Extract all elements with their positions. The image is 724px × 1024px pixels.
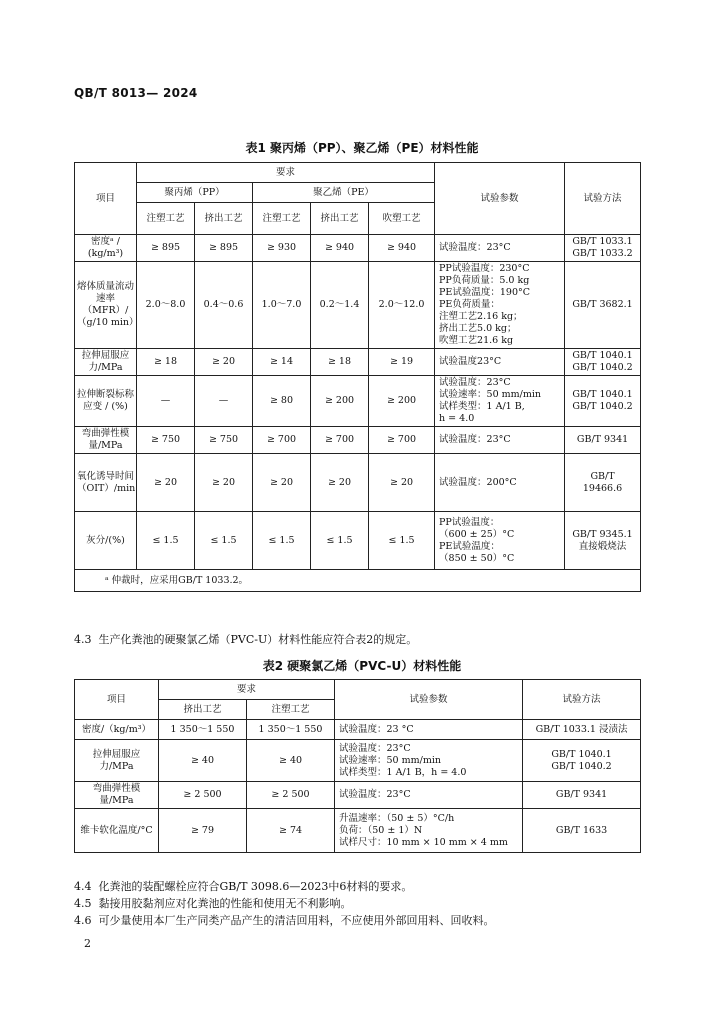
row-value: ≥ 20 [311, 454, 369, 512]
table-row [75, 512, 641, 570]
row-item: 弯曲弹性模量/MPa [75, 782, 159, 809]
t1-col-pe-extrusion: 挤出工艺 [311, 203, 369, 235]
row-test-method [565, 349, 641, 376]
row-test-params-line: PP试验温度：230°C [439, 263, 530, 274]
row-value: 1.0～7.0 [253, 262, 311, 349]
row-item: 灰分/(%) [75, 512, 137, 570]
row-item: 维卡软化温度/°C [75, 809, 159, 853]
clause-text: 黏接用胶黏剂应对化粪池的性能和使用无不利影响。 [98, 897, 352, 910]
row-value: ≥ 700 [253, 427, 311, 454]
row-test-method [565, 235, 641, 262]
row-test-params-line: 试验温度：23°C [339, 789, 411, 800]
row-test-method-line: GB/T 1040.2 [572, 401, 633, 412]
row-test-params [435, 427, 565, 454]
table-row [75, 740, 641, 782]
t2-col-extrusion: 挤出工艺 [159, 700, 247, 720]
row-value: 1 350～1 550 [247, 720, 335, 740]
row-test-params [335, 740, 523, 782]
clause-number: 4.6 [74, 914, 92, 927]
row-value: ≥ 20 [253, 454, 311, 512]
row-value: ≥ 14 [253, 349, 311, 376]
row-test-params [435, 235, 565, 262]
row-test-params [335, 782, 523, 809]
row-value: 1 350～1 550 [159, 720, 247, 740]
row-test-params-line: 负荷：（50 ± 1）N [339, 824, 423, 836]
row-value: ≥ 74 [247, 809, 335, 853]
table2-caption: 表2 硬聚氯乙烯（PVC-U）材料性能 [262, 659, 462, 673]
row-value: ≥ 20 [369, 454, 435, 512]
row-test-params-line: PP负荷质量：5.0 kg [439, 275, 530, 286]
row-value: 2.0～12.0 [369, 262, 435, 349]
row-value: ≥ 700 [369, 427, 435, 454]
row-item: 弯曲弹性模量/MPa [75, 427, 137, 454]
row-value: 0.4～0.6 [195, 262, 253, 349]
row-test-params-line: 试验温度：23°C [339, 742, 411, 754]
row-test-params [335, 720, 523, 740]
t1-col-pp-injection: 注塑工艺 [137, 203, 195, 235]
row-value: ≥ 2 500 [159, 782, 247, 809]
row-item: 密度ᵃ / (kg/m³) [75, 235, 137, 262]
row-test-params [435, 454, 565, 512]
row-item: 拉伸屈服应力/MPa [75, 740, 159, 782]
row-test-params-line: 试样尺寸：10 mm × 10 mm × 4 mm [339, 836, 508, 848]
t1-col-pp-extrusion: 挤出工艺 [195, 203, 253, 235]
row-test-method-line: GB/T 3682.1 [572, 299, 633, 310]
row-value: ≥ 40 [159, 740, 247, 782]
t1-head-test-params: 试验参数 [435, 163, 565, 235]
t1-head-requirement: 要求 [137, 163, 435, 183]
table1 [74, 162, 641, 592]
row-test-params [335, 809, 523, 853]
table-row [75, 376, 641, 427]
row-test-method-line: 直接煅烧法 [578, 540, 627, 552]
row-test-params-line: 升温速率：（50 ± 5）°C/h [339, 812, 455, 824]
row-value: ≥ 19 [369, 349, 435, 376]
row-value: ≥ 20 [195, 454, 253, 512]
para-num: 4.3 [74, 633, 92, 646]
row-value: ≥ 750 [137, 427, 195, 454]
row-test-params-line: 注塑工艺2.16 kg； [439, 311, 523, 322]
row-value: 2.0～8.0 [137, 262, 195, 349]
t1-footnote: ᵃ 仲裁时，应采用GB/T 1033.2。 [75, 570, 641, 592]
row-test-method-line: GB/T 1040.2 [572, 362, 633, 373]
row-value: 0.2～1.4 [311, 262, 369, 349]
row-test-method-line: GB/T 1633 [555, 824, 608, 836]
row-test-params-line: PE试验温度： [439, 540, 500, 552]
row-test-method [523, 809, 641, 853]
row-test-method [565, 512, 641, 570]
t1-head-pe: 聚乙烯（PE） [253, 183, 435, 203]
clause-4-5 [74, 895, 352, 911]
page-number: 2 [84, 937, 91, 950]
t1-head-pp: 聚丙烯（PP） [137, 183, 253, 203]
row-test-method [565, 454, 641, 512]
row-test-params-line: （600 ± 25）°C [439, 528, 515, 540]
clause-4-4 [74, 878, 412, 894]
row-test-params-line: h = 4.0 [439, 413, 475, 424]
t2-head-test-params: 试验参数 [335, 680, 523, 720]
row-value: ≥ 40 [247, 740, 335, 782]
row-test-params-line: （850 ± 50）°C [439, 552, 515, 564]
table-row [75, 782, 641, 809]
row-value: ≥ 80 [253, 376, 311, 427]
row-value: — [195, 376, 253, 427]
row-test-params-line: PE试验温度：190°C [439, 287, 531, 298]
row-test-method-line: GB/T 1040.2 [551, 760, 612, 772]
row-test-params [435, 349, 565, 376]
row-item: 密度/（kg/m³） [75, 720, 159, 740]
table-row [75, 262, 641, 349]
row-value: ≥ 20 [195, 349, 253, 376]
row-test-params-line: 试验速率：50 mm/min [439, 389, 542, 400]
t1-col-pe-injection: 注塑工艺 [253, 203, 311, 235]
table-row [75, 809, 641, 853]
t2-head-item: 项目 [75, 680, 159, 720]
row-test-method [523, 740, 641, 782]
clause-text: 化粪池的装配螺栓应符合GB/T 3098.6—2023中6材料的要求。 [98, 880, 413, 893]
t1-head-item: 项目 [75, 163, 137, 235]
row-value: ≥ 940 [311, 235, 369, 262]
row-test-method [523, 720, 641, 740]
table-row [75, 235, 641, 262]
row-test-method [565, 262, 641, 349]
row-value: ≥ 2 500 [247, 782, 335, 809]
row-test-method-line: GB/T 1033.1 [572, 236, 633, 247]
t1-head-test-method: 试验方法 [565, 163, 641, 235]
table2 [74, 679, 641, 853]
row-value: ≤ 1.5 [195, 512, 253, 570]
row-test-method-line: 19466.6 [582, 482, 623, 494]
row-test-method [565, 376, 641, 427]
table-row [75, 454, 641, 512]
row-value: ≥ 930 [253, 235, 311, 262]
row-test-params-line: 试验温度：23°C [439, 434, 511, 445]
t2-head-test-method: 试验方法 [523, 680, 641, 720]
row-value: ≤ 1.5 [311, 512, 369, 570]
row-test-params-line: 挤出工艺5.0 kg； [439, 323, 517, 334]
row-test-params-line: 吹塑工艺21.6 kg [439, 335, 514, 346]
row-value: ≥ 20 [137, 454, 195, 512]
row-test-method-line: GB/T [590, 470, 615, 482]
row-value: ≥ 750 [195, 427, 253, 454]
table-row [75, 349, 641, 376]
row-item: 熔体质量流动速率（MFR）/（g/10 min） [75, 262, 137, 349]
t2-col-injection: 注塑工艺 [247, 700, 335, 720]
para-4-3 [74, 631, 417, 647]
table-row [75, 720, 641, 740]
row-value: ≥ 895 [195, 235, 253, 262]
clause-number: 4.5 [74, 897, 92, 910]
row-test-params [435, 512, 565, 570]
standard-code: QB/T 8013— 2024 [74, 86, 198, 100]
row-test-method-line: GB/T 1040.1 [551, 748, 612, 760]
row-value: ≥ 700 [311, 427, 369, 454]
row-test-method-line: GB/T 9341 [576, 434, 629, 445]
row-test-params [435, 262, 565, 349]
row-test-params-line: 试样类型：1 A/1 B，h = 4.0 [339, 766, 467, 778]
row-value: ≥ 18 [311, 349, 369, 376]
row-test-params-line: 试样类型：1 A/1 B, [439, 401, 525, 412]
table-row [75, 427, 641, 454]
row-test-method-line: GB/T 1040.1 [572, 350, 633, 361]
row-value: ≥ 200 [369, 376, 435, 427]
row-test-method-line: GB/T 1033.2 [572, 248, 633, 259]
clause-number: 4.4 [74, 880, 92, 893]
row-value: ≤ 1.5 [137, 512, 195, 570]
row-test-params-line: 试验温度23°C [439, 356, 502, 367]
row-test-params-line: PE负荷质量： [439, 299, 500, 310]
row-value: ≥ 895 [137, 235, 195, 262]
clause-4-6 [74, 912, 495, 928]
row-value: — [137, 376, 195, 427]
row-test-method-line: GB/T 9341 [555, 789, 608, 800]
row-test-params-line: 试验温度：23 °C [339, 723, 414, 735]
row-test-method-line: GB/T 1033.1 浸渍法 [535, 723, 628, 735]
t2-head-requirement: 要求 [159, 680, 335, 700]
row-value: ≤ 1.5 [253, 512, 311, 570]
row-test-params-line: 试验温度：23°C [439, 242, 511, 253]
row-test-method [523, 782, 641, 809]
row-value: ≥ 200 [311, 376, 369, 427]
row-value: ≥ 79 [159, 809, 247, 853]
row-test-method-line: GB/T 9345.1 [572, 528, 633, 540]
table1-caption: 表1 聚丙烯（PP）、聚乙烯（PE）材料性能 [245, 141, 479, 155]
t1-col-pe-blow: 吹塑工艺 [369, 203, 435, 235]
row-item: 拉伸屈服应力/MPa [75, 349, 137, 376]
clause-text: 可少量使用本厂生产同类产品产生的清洁回用料，不应使用外部回用料、回收料。 [98, 914, 495, 927]
row-test-params-line: 试验速率：50 mm/min [339, 754, 442, 766]
row-test-params-line: PP试验温度： [439, 516, 500, 528]
row-test-method [565, 427, 641, 454]
row-value: ≤ 1.5 [369, 512, 435, 570]
row-test-method-line: GB/T 1040.1 [572, 389, 633, 400]
row-item: 拉伸断裂标称应变 / (%) [75, 376, 137, 427]
row-test-params-line: 试验温度：200°C [439, 476, 517, 488]
row-item: 氧化诱导时间（OIT）/min [75, 454, 137, 512]
row-value: ≥ 18 [137, 349, 195, 376]
row-test-params [435, 376, 565, 427]
row-value: ≥ 940 [369, 235, 435, 262]
para-text: 生产化粪池的硬聚氯乙烯（PVC-U）材料性能应符合表2的规定。 [98, 633, 418, 646]
row-test-params-line: 试验温度：23°C [439, 377, 511, 388]
